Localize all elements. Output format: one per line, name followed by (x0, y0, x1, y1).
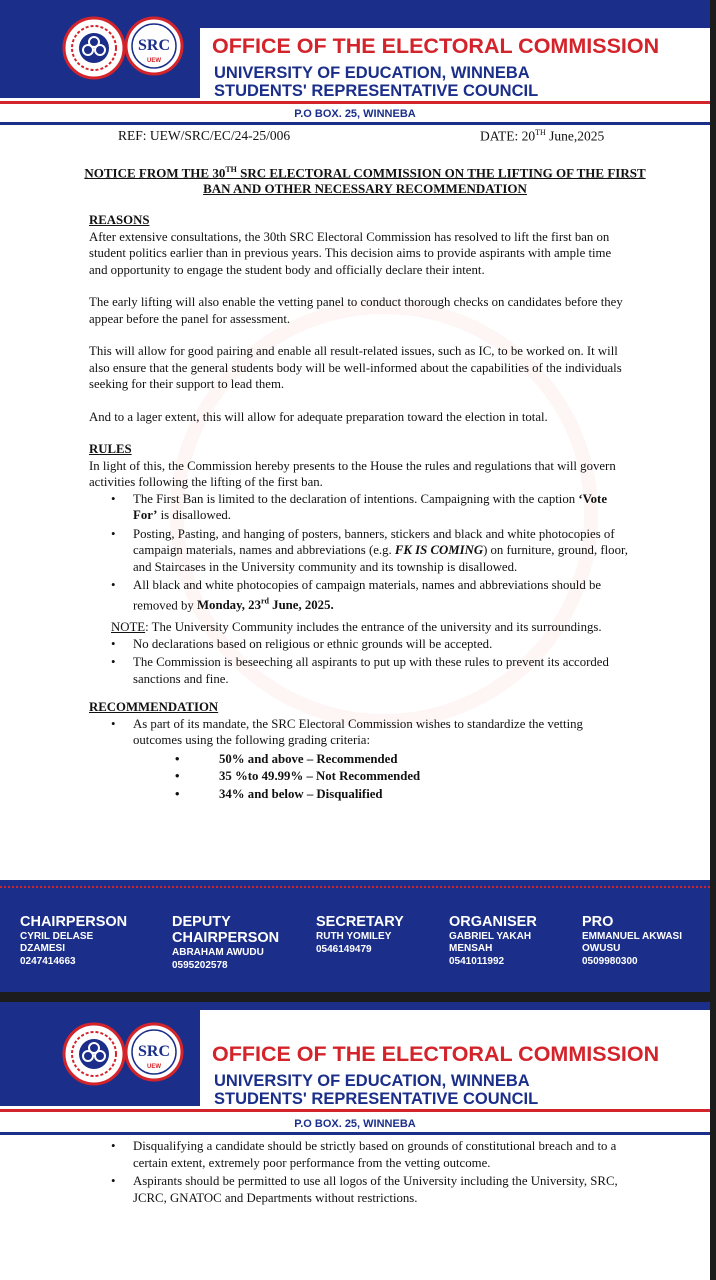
university-name: UNIVERSITY OF EDUCATION, WINNEBA (214, 1072, 530, 1090)
reference-number: REF: UEW/SRC/EC/24-25/006 (118, 128, 291, 143)
recommendation-list-continued (89, 1138, 629, 1206)
university-name: UNIVERSITY OF EDUCATION, WINNEBA (214, 64, 530, 82)
src-logo (124, 16, 184, 76)
rules-intro: In light of this, the Commission hereby presents to the House the rules and regulations that will govern activities following the lifting of the first ban. (89, 458, 616, 489)
list-item: • Aspirants should be permitted to use all logos of the University including the University, SRC, JCRC, GNATOC and Departments without restrictions. (89, 1173, 629, 1206)
footer-secretary: SECRETARY RUTH YOMILEY 0546149479 (316, 914, 404, 955)
header-divider-blue (0, 122, 710, 125)
recommendation-heading: RECOMMENDATION (89, 700, 219, 715)
header-divider-red (0, 1109, 710, 1112)
src-logo-text: SRC (137, 1043, 171, 1060)
uew-logo-text: UEW (147, 1064, 161, 1070)
uew-crest-logo (62, 16, 126, 80)
note: NOTE: The University Community includes the entrance of the university and its surroundings. (111, 620, 602, 635)
header-divider-blue (0, 1132, 710, 1135)
po-box: P.O BOX. 25, WINNEBA (294, 108, 416, 120)
list-item: • Posting, Pasting, and hanging of posters, banners, stickers and black and white photocopies of campaign materials, names and abbreviations (e.g. FK IS COMING) on furniture, ground, floor, and Staircases in the University community and its township is disallowed. (89, 526, 629, 576)
footer-deputy-chairperson: DEPUTY CHAIRPERSON ABRAHAM AWUDU 0595202578 (172, 914, 280, 971)
footer-pro: PRO EMMANUEL AKWASI OWUSU 0509980300 (582, 914, 682, 967)
uew-crest-logo (62, 1022, 126, 1086)
src-logo-text: SRC (137, 37, 171, 54)
list-item: • As part of its mandate, the SRC Electoral Commission wishes to standardize the vetting outcomes using the following grading criteria: (89, 716, 629, 749)
council-name: STUDENTS' REPRESENTATIVE COUNCIL (214, 1090, 539, 1108)
grading-criteria (89, 751, 629, 803)
council-name: STUDENTS' REPRESENTATIVE COUNCIL (214, 82, 539, 100)
office-title: OFFICE OF THE ELECTORAL COMMISSION (212, 1042, 660, 1066)
document-page-2 (0, 1002, 710, 1280)
footer (0, 880, 710, 992)
src-logo (124, 1022, 184, 1082)
criteria-item: • 35 %to 49.99% – Not Recommended (89, 768, 629, 785)
list-item: • The Commission is beseeching all aspirants to put up with these rules to prevent its accorded sanctions and fine. (89, 654, 629, 687)
reasons-heading: REASONS (89, 213, 150, 227)
recommendation-list (89, 716, 629, 749)
notice-title: NOTICE FROM THE 30TH SRC ELECTORAL COMMISSION ON THE LIFTING OF THE FIRST BAN AND OTHER NECESSARY RECOMMENDATION (84, 165, 646, 197)
list-item: • No declarations based on religious or ethnic grounds will be accepted. (89, 636, 629, 653)
header-top-bar (0, 1002, 710, 1010)
rules-list-2 (89, 636, 629, 688)
office-title: OFFICE OF THE ELECTORAL COMMISSION (212, 34, 660, 58)
po-box: P.O BOX. 25, WINNEBA (294, 1118, 416, 1130)
document-body-page-2 (89, 1138, 629, 1206)
footer-chairperson: CHAIRPERSON CYRIL DELASE DZAMESI 0247414663 (20, 914, 128, 967)
footer-dotted-line (0, 886, 710, 888)
list-item: • Disqualifying a candidate should be strictly based on grounds of constitutional breach and to a certain extent, extremely poor performance from the vetting outcome. (89, 1138, 629, 1171)
reasons-paragraph-3: This will allow for good pairing and enable all result-related issues, such as IC, to be worked on. It will also ensure that the general students body will be well-informed about the capabilities of the individuals seeking for their support to lead them. (89, 344, 622, 391)
list-item: • All black and white photocopies of campaign materials, names and abbreviations should be removed by Monday, 23rd June, 2025. (89, 577, 629, 613)
criteria-item: • 50% and above – Recommended (89, 751, 629, 768)
reasons-paragraph-4: And to a lager extent, this will allow for adequate preparation toward the election in total. (89, 409, 548, 424)
document-date: DATE: 20TH June,2025 (480, 128, 605, 144)
list-item: • The First Ban is limited to the declaration of intentions. Campaigning with the caption ‘Vote For’ is disallowed. (89, 491, 629, 524)
footer-organiser: ORGANISER GABRIEL YAKAH MENSAH 0541011992 (449, 914, 537, 967)
header-divider-red (0, 101, 710, 104)
rules-list (89, 491, 629, 614)
uew-logo-text: UEW (147, 58, 161, 64)
reasons-paragraph-2: The early lifting will also enable the vetting panel to conduct thorough checks on candidates before they appear before the panel for assessment. (89, 295, 623, 326)
rules-heading: RULES (89, 442, 132, 456)
document-body (89, 212, 629, 803)
criteria-item: • 34% and below – Disqualified (89, 786, 629, 803)
reasons-paragraph-1: After extensive consultations, the 30th SRC Electoral Commission has resolved to lift the first ban on student politics earlier than in previous years. This decision aims to provide aspirants with ample time and opportunity to engage the student body and officially declare their intent. (89, 229, 612, 277)
